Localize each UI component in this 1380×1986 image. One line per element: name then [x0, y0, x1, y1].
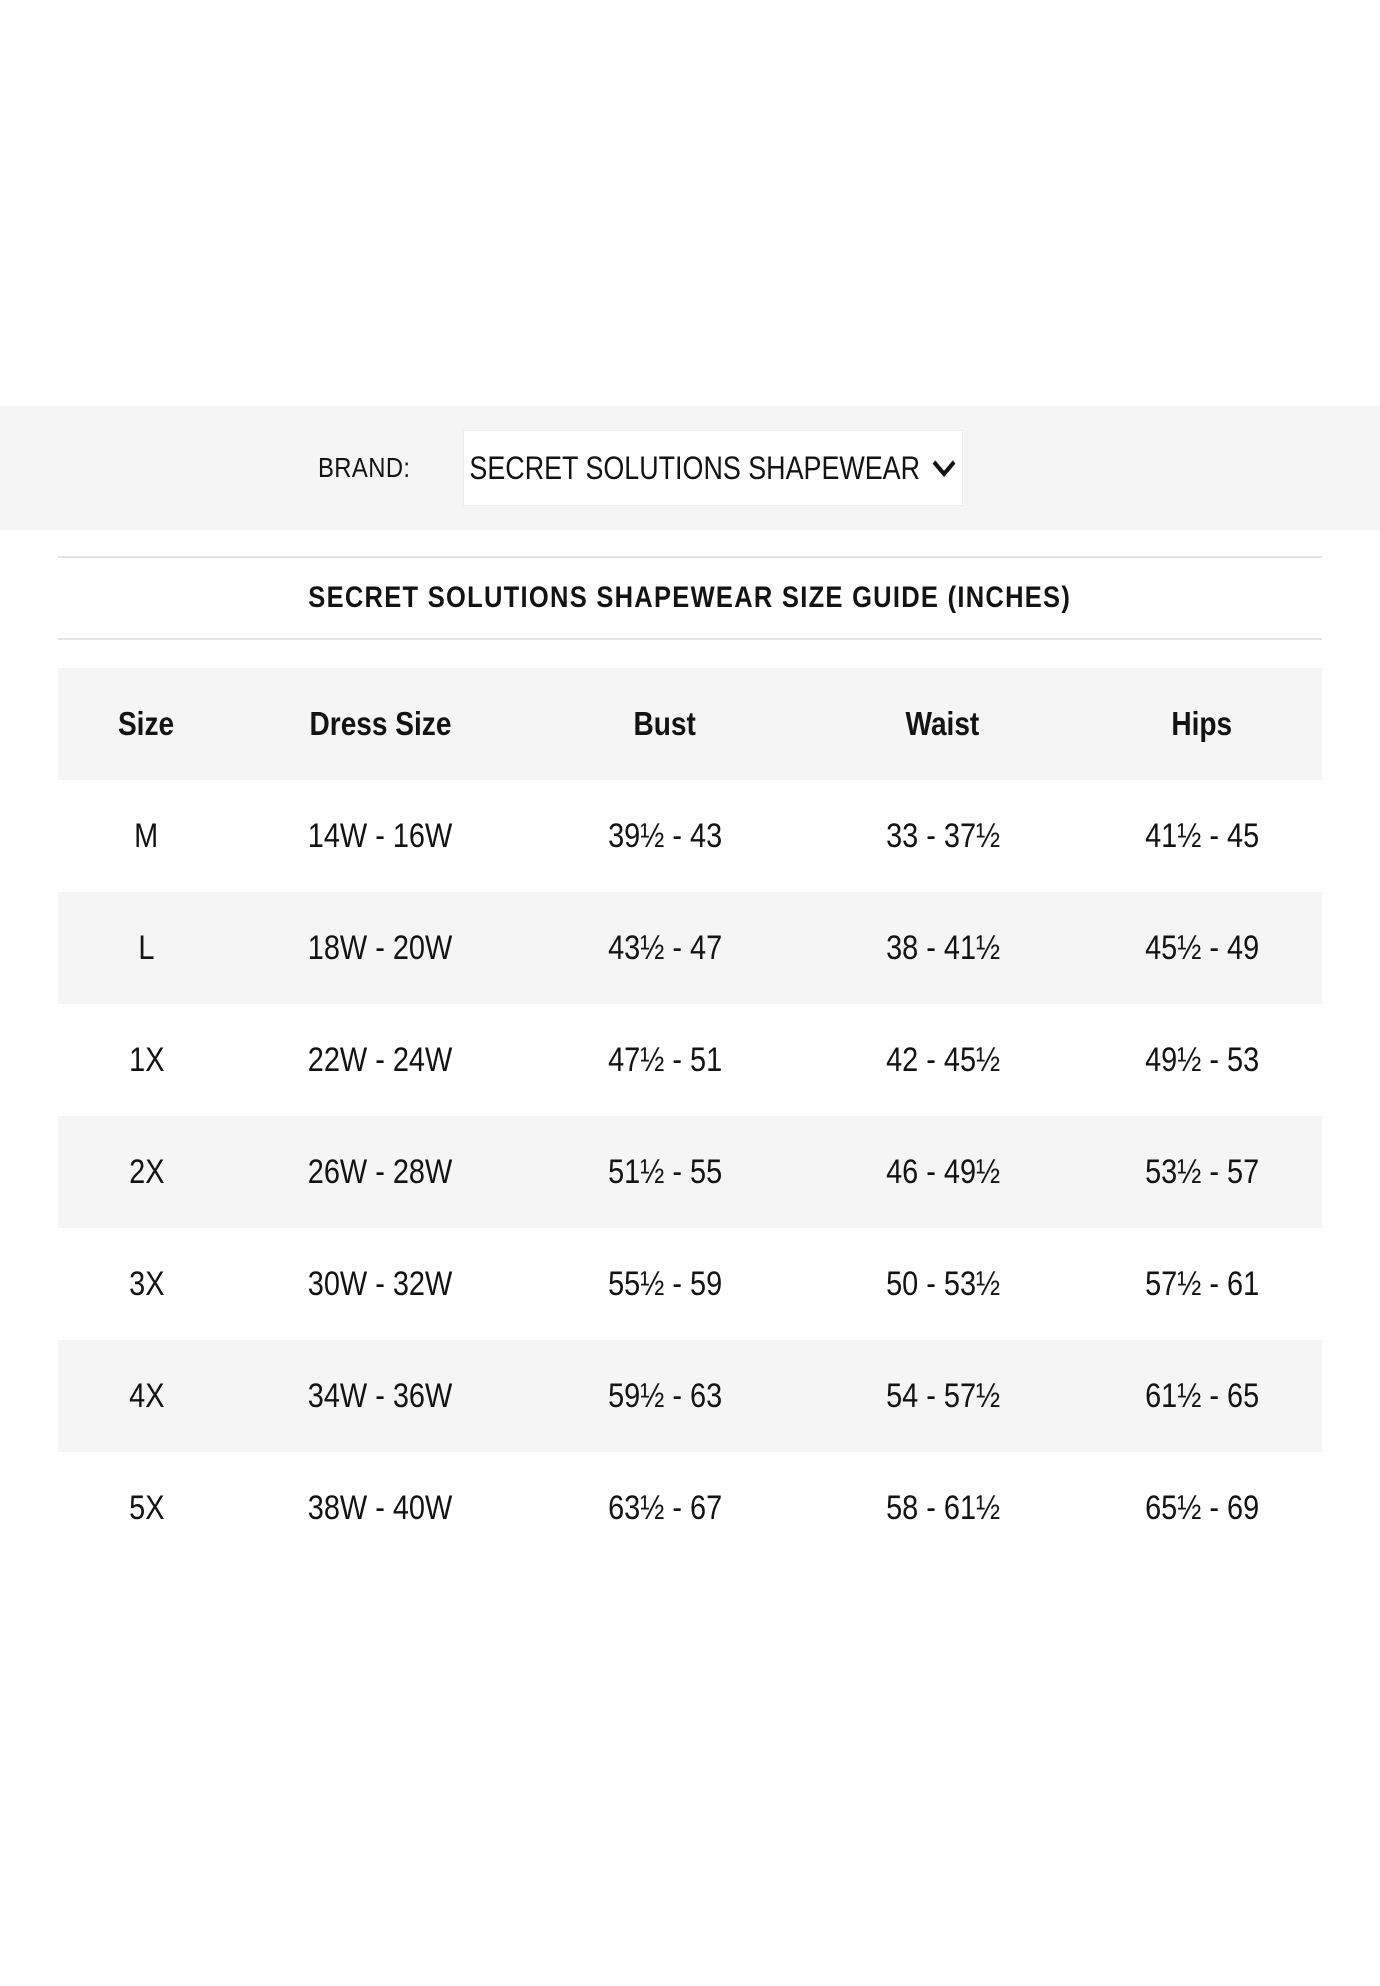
table-cell-text: 30W - 32W: [308, 1264, 453, 1303]
table-cell: [804, 1228, 1082, 1340]
table-cell-text: 59½ - 63: [607, 1376, 722, 1415]
brand-dropdown-inner: [469, 450, 957, 487]
table-row: [58, 1340, 1322, 1452]
table-cell: [235, 1340, 526, 1452]
column-header: [804, 668, 1082, 780]
table-cell: [235, 892, 526, 1004]
table-cell: [235, 780, 526, 892]
table-cell: [1082, 1452, 1322, 1564]
table-cell: [526, 1116, 804, 1228]
table-cell: [58, 1228, 235, 1340]
table-cell-text: 5X: [128, 1488, 165, 1527]
table-cell: [804, 892, 1082, 1004]
table-cell-text: 2X: [128, 1152, 165, 1191]
table-cell-text: 41½ - 45: [1144, 816, 1259, 855]
brand-dropdown[interactable]: [463, 430, 963, 506]
table-cell-text: 51½ - 55: [607, 1152, 722, 1191]
table-cell-text: 34W - 36W: [308, 1376, 453, 1415]
table-cell-text: 61½ - 65: [1144, 1376, 1259, 1415]
column-header-text: Dress Size: [309, 705, 452, 742]
table-cell-text: 22W - 24W: [308, 1040, 453, 1079]
table-cell: [526, 892, 804, 1004]
table-cell-text: 4X: [128, 1376, 165, 1415]
table-cell-text: 42 - 45½: [885, 1040, 1000, 1079]
size-table-header: [58, 668, 1322, 780]
table-cell-text: 58 - 61½: [885, 1488, 1000, 1527]
column-header: [526, 668, 804, 780]
table-row: [58, 892, 1322, 1004]
table-cell-text: 38W - 40W: [308, 1488, 453, 1527]
column-header: [235, 668, 526, 780]
table-cell: [58, 1452, 235, 1564]
column-header-text: Hips: [1171, 705, 1233, 742]
header-row: [58, 668, 1322, 780]
table-cell-text: 55½ - 59: [607, 1264, 722, 1303]
table-cell: [58, 1004, 235, 1116]
table-cell: [526, 1452, 804, 1564]
table-cell: [235, 1116, 526, 1228]
table-cell: [1082, 892, 1322, 1004]
size-table-body: [58, 780, 1322, 1564]
table-cell-text: 53½ - 57: [1144, 1152, 1259, 1191]
table-cell: [58, 780, 235, 892]
table-cell: [526, 1340, 804, 1452]
table-cell: [1082, 1228, 1322, 1340]
column-header-text: Size: [118, 705, 175, 742]
table-cell-text: 26W - 28W: [308, 1152, 453, 1191]
table-cell-text: 14W - 16W: [308, 816, 453, 855]
table-row: [58, 1452, 1322, 1564]
title-block: [58, 556, 1322, 640]
table-cell: [1082, 1004, 1322, 1116]
table-cell: [804, 1004, 1082, 1116]
table-cell-text: 65½ - 69: [1144, 1488, 1259, 1527]
table-cell: [235, 1228, 526, 1340]
column-header-text: Bust: [633, 705, 696, 742]
column-header: [58, 668, 235, 780]
size-guide-title-text: SECRET SOLUTIONS SHAPEWEAR SIZE GUIDE (INCHES): [308, 581, 1072, 614]
table-cell: [804, 1116, 1082, 1228]
table-cell: [235, 1452, 526, 1564]
table-cell-text: 45½ - 49: [1144, 928, 1259, 967]
table-cell: [526, 780, 804, 892]
table-cell: [58, 892, 235, 1004]
table-cell-text: M: [134, 816, 159, 855]
table-cell-text: 1X: [128, 1040, 165, 1079]
column-header-text: Waist: [905, 705, 980, 742]
chevron-down-icon: [931, 459, 956, 478]
table-cell-text: 50 - 53½: [885, 1264, 1000, 1303]
table-cell: [1082, 780, 1322, 892]
table-cell-text: 43½ - 47: [607, 928, 722, 967]
table-row: [58, 1228, 1322, 1340]
table-cell: [526, 1228, 804, 1340]
table-cell: [526, 1004, 804, 1116]
brand-label-text: BRAND:: [318, 452, 411, 483]
table-cell-text: 49½ - 53: [1144, 1040, 1259, 1079]
size-table: [58, 668, 1322, 1564]
table-row: [58, 780, 1322, 892]
table-cell: [1082, 1116, 1322, 1228]
table-cell-text: 63½ - 67: [607, 1488, 722, 1527]
table-cell: [58, 1116, 235, 1228]
size-guide-content: [58, 556, 1322, 1564]
table-cell-text: 57½ - 61: [1144, 1264, 1259, 1303]
table-row: [58, 1004, 1322, 1116]
column-header: [1082, 668, 1322, 780]
table-cell-text: 18W - 20W: [308, 928, 453, 967]
table-cell: [1082, 1340, 1322, 1452]
table-cell: [804, 780, 1082, 892]
table-cell-text: 46 - 49½: [885, 1152, 1000, 1191]
table-cell-text: 54 - 57½: [885, 1376, 1000, 1415]
table-row: [58, 1116, 1322, 1228]
brand-bar: [0, 406, 1380, 530]
table-cell-text: 3X: [128, 1264, 165, 1303]
table-cell: [804, 1452, 1082, 1564]
table-cell: [804, 1340, 1082, 1452]
table-cell-text: 38 - 41½: [885, 928, 1000, 967]
table-cell-text: 47½ - 51: [607, 1040, 722, 1079]
table-cell-text: L: [138, 928, 155, 967]
brand-label: [318, 452, 427, 484]
table-cell-text: 33 - 37½: [885, 816, 1000, 855]
size-guide-title: [241, 581, 1138, 615]
table-cell-text: 39½ - 43: [607, 816, 722, 855]
table-cell: [58, 1340, 235, 1452]
brand-dropdown-value: SECRET SOLUTIONS SHAPEWEAR: [469, 449, 920, 486]
table-cell: [235, 1004, 526, 1116]
